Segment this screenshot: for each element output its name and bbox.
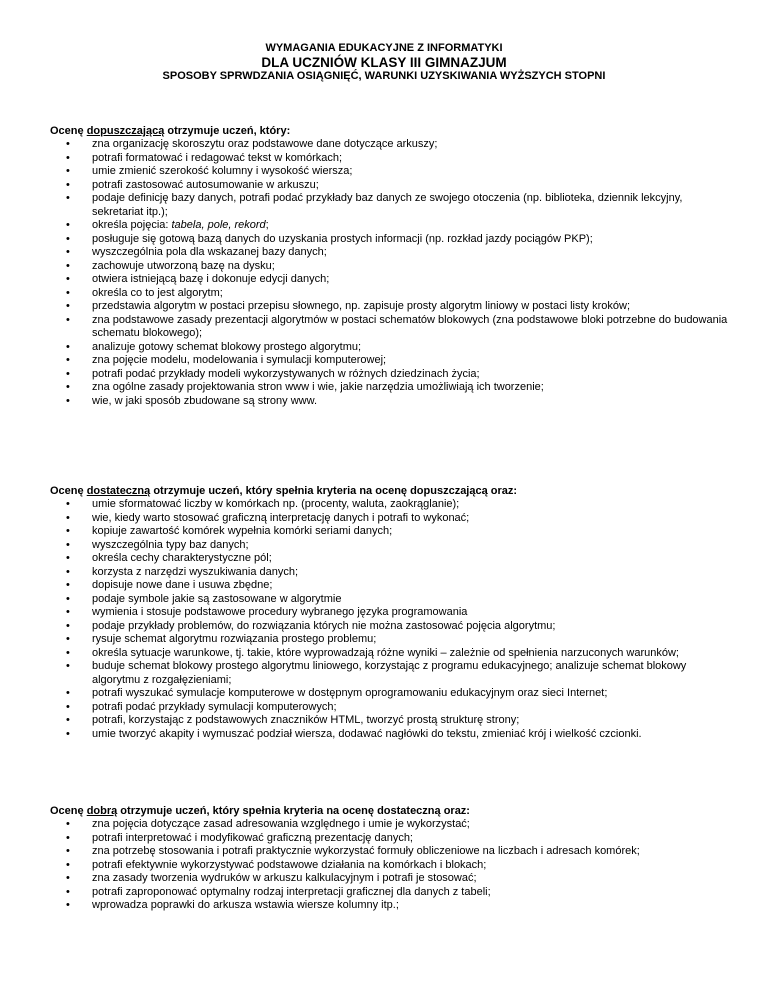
list-item: • zna ogólne zasady projektowania stron www i wie, jakie narzędzia umożliwiają ich tworzenie;: [50, 381, 730, 395]
header-line-2: DLA UCZNIÓW KLASY III GIMNAZJUM: [261, 55, 507, 70]
grade-name: dostateczną: [86, 485, 151, 497]
header-line-3: SPOSOBY SPRWDZANIA OSIĄGNIĘĆ, WARUNKI UZYSKIWANIA WYŻSZYCH STOPNI: [162, 70, 606, 82]
grade-name: dobrą: [86, 805, 118, 817]
list-item: • zna organizację skoroszytu oraz podstawowe dane dotyczące arkuszy;: [50, 138, 730, 152]
list-item: • potrafi wyszukać symulacje komputerowe w dostępnym oprogramowaniu edukacyjnym oraz sieci Internet;: [50, 687, 730, 701]
list-item: • zna podstawowe zasady prezentacji algorytmów w postaci schematów blokowych (zna podstawowe bloki potrzebne do budowania schematu blokowego);: [50, 314, 730, 341]
list-item: • zna pojęcia dotyczące zasad adresowania względnego i umie je wykorzystać;: [50, 818, 730, 832]
section-title: [50, 484, 730, 498]
list-item: • przedstawia algorytm w postaci przepisu słownego, np. zapisuje prosty algorytm liniowy w postaci listy kroków;: [50, 300, 730, 314]
list-item: • określa pojęcia: tabela, pole, rekord;: [50, 219, 730, 233]
list-item: • podaje definicję bazy danych, potrafi podać przykłady baz danych ze swojego otoczenia (np. biblioteka, dziennik lekcyjny, sekretariat itp.);: [50, 192, 730, 219]
header-line-1: WYMAGANIA EDUKACYJNE Z INFORMATYKI: [265, 42, 503, 54]
section-title-prefix: Ocenę: [50, 125, 87, 137]
list-item: • umie zmienić szerokość kolumny i wysokość wiersza;: [50, 165, 730, 179]
list-item: • potrafi formatować i redagować tekst w komórkach;: [50, 152, 730, 166]
list-item: • umie tworzyć akapity i wymuszać podział wiersza, dodawać nagłówki do tekstu, zmieniać krój i wielkość czcionki.: [50, 728, 730, 742]
section-title-prefix: Ocenę: [50, 805, 87, 817]
criteria-list: [50, 818, 730, 913]
list-item: • potrafi zastosować autosumowanie w arkuszu;: [50, 179, 730, 193]
section-title: [50, 804, 730, 818]
list-item: • zna zasady tworzenia wydruków w arkuszu kalkulacyjnym i potrafi je stosować;: [50, 872, 730, 886]
list-item: • potrafi interpretować i modyfikować graficzną prezentację danych;: [50, 832, 730, 846]
list-item: • określa cechy charakterystyczne pól;: [50, 552, 730, 566]
list-item: • potrafi podać przykłady symulacji komputerowych;: [50, 701, 730, 715]
list-item: • wyszczególnia pola dla wskazanej bazy danych;: [50, 246, 730, 260]
section-title-suffix: otrzymuje uczeń, który spełnia kryteria na ocenę dopuszczającą oraz:: [150, 485, 518, 497]
list-item: • otwiera istniejącą bazę i dokonuje edycji danych;: [50, 273, 730, 287]
list-item: • korzysta z narzędzi wyszukiwania danych;: [50, 566, 730, 580]
document-header: [0, 42, 768, 83]
list-item: • podaje przykłady problemów, do rozwiązania których nie można zastosować pojęcia algorytmu;: [50, 620, 730, 634]
list-item: • zna pojęcie modelu, modelowania i symulacji komputerowej;: [50, 354, 730, 368]
list-item: • rysuje schemat algorytmu rozwiązania prostego problemu;: [50, 633, 730, 647]
list-item: • wie, kiedy warto stosować graficzną interpretację danych i potrafi to wykonać;: [50, 512, 730, 526]
list-item: • określa sytuacje warunkowe, tj. takie, które wyprowadzają różne wyniki – zależnie od spełnienia narzuconych warunków;: [50, 647, 730, 661]
section-title: [50, 124, 730, 138]
list-item: • posługuje się gotową bazą danych do uzyskania prostych informacji (np. rozkład jazdy pociągów PKP);: [50, 233, 730, 247]
list-item: • dopisuje nowe dane i usuwa zbędne;: [50, 579, 730, 593]
section-grade-good: [50, 804, 730, 913]
list-item: • podaje symbole jakie są zastosowane w algorytmie: [50, 593, 730, 607]
section-grade-satisfactory: [50, 484, 730, 741]
list-item: • wyszczególnia typy baz danych;: [50, 539, 730, 553]
list-item: • potrafi efektywnie wykorzystywać podstawowe działania na komórkach i blokach;: [50, 859, 730, 873]
list-item: • potrafi, korzystając z podstawowych znaczników HTML, tworzyć prostą strukturę strony;: [50, 714, 730, 728]
section-title-suffix: otrzymuje uczeń, który:: [164, 125, 291, 137]
section-grade-sufficient-pass: [50, 124, 730, 408]
list-item: • wymienia i stosuje podstawowe procedury wybranego języka programowania: [50, 606, 730, 620]
list-item: • umie sformatować liczby w komórkach np. (procenty, waluta, zaokrąglanie);: [50, 498, 730, 512]
list-item: • określa co to jest algorytm;: [50, 287, 730, 301]
list-item: • zachowuje utworzoną bazę na dysku;: [50, 260, 730, 274]
list-item: • zna potrzebę stosowania i potrafi praktycznie wykorzystać formuły obliczeniowe na liczbach i adresach komórek;: [50, 845, 730, 859]
list-item: • wprowadza poprawki do arkusza wstawia wiersze kolumny itp.;: [50, 899, 730, 913]
grade-name: dopuszczającą: [86, 125, 165, 137]
list-item: • potrafi podać przykłady modeli wykorzystywanych w różnych dziedzinach życia;: [50, 368, 730, 382]
list-item: • buduje schemat blokowy prostego algorytmu liniowego, korzystając z programu edukacyjnego; analizuje schemat blokowy algorytmu z rozgałęzieniami;: [50, 660, 730, 687]
list-item: • wie, w jaki sposób zbudowane są strony www.: [50, 395, 730, 409]
section-title-prefix: Ocenę: [50, 485, 87, 497]
list-item: • potrafi zaproponować optymalny rodzaj interpretacji graficznej dla danych z tabeli;: [50, 886, 730, 900]
list-item: • kopiuje zawartość komórek wypełnia komórki seriami danych;: [50, 525, 730, 539]
criteria-list: [50, 138, 730, 408]
list-item: • analizuje gotowy schemat blokowy prostego algorytmu;: [50, 341, 730, 355]
section-title-suffix: otrzymuje uczeń, który spełnia kryteria na ocenę dostateczną oraz:: [117, 805, 470, 817]
criteria-list: [50, 498, 730, 741]
